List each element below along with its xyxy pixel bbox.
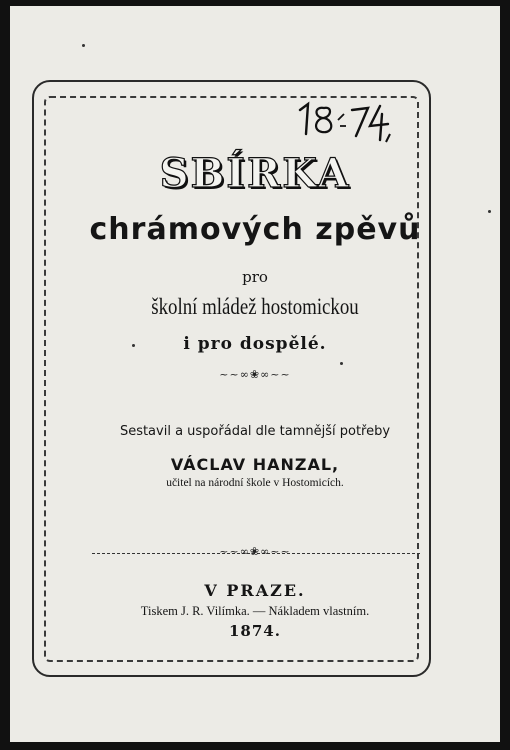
paper-speck (340, 362, 343, 365)
ornament-divider-icon: ~~∞❀∞~~ (219, 368, 291, 381)
paper-speck (132, 344, 135, 347)
subtitle: chrámových zpěvů (89, 212, 421, 247)
page-title: SBÍRKA (159, 150, 351, 197)
author-name: VÁCLAV HANZAL, (170, 455, 340, 474)
for-label: pro (242, 268, 268, 286)
handwritten-shelfmark (294, 100, 394, 146)
audience-line: školní mládež hostomickou (151, 294, 359, 319)
author-position: učitel na národní škole v Hostomicích. (166, 477, 344, 489)
audience-extra-line: i pro dospělé. (183, 334, 327, 354)
compiled-note: Sestavil a uspořádal dle tamnější potřeby (119, 424, 391, 439)
printer-line: Tiskem J. R. Vilímka. — Nákladem vlastním. (140, 604, 370, 618)
handwritten-shelfmark-drawing (294, 100, 394, 146)
paper-speck (488, 210, 491, 213)
place-of-publication: V PRAZE. (204, 581, 306, 600)
paper-speck (82, 44, 85, 47)
publication-year: 1874. (229, 622, 281, 640)
ornament-divider-icon-2: ~~∞❀∞~~ (219, 545, 291, 558)
